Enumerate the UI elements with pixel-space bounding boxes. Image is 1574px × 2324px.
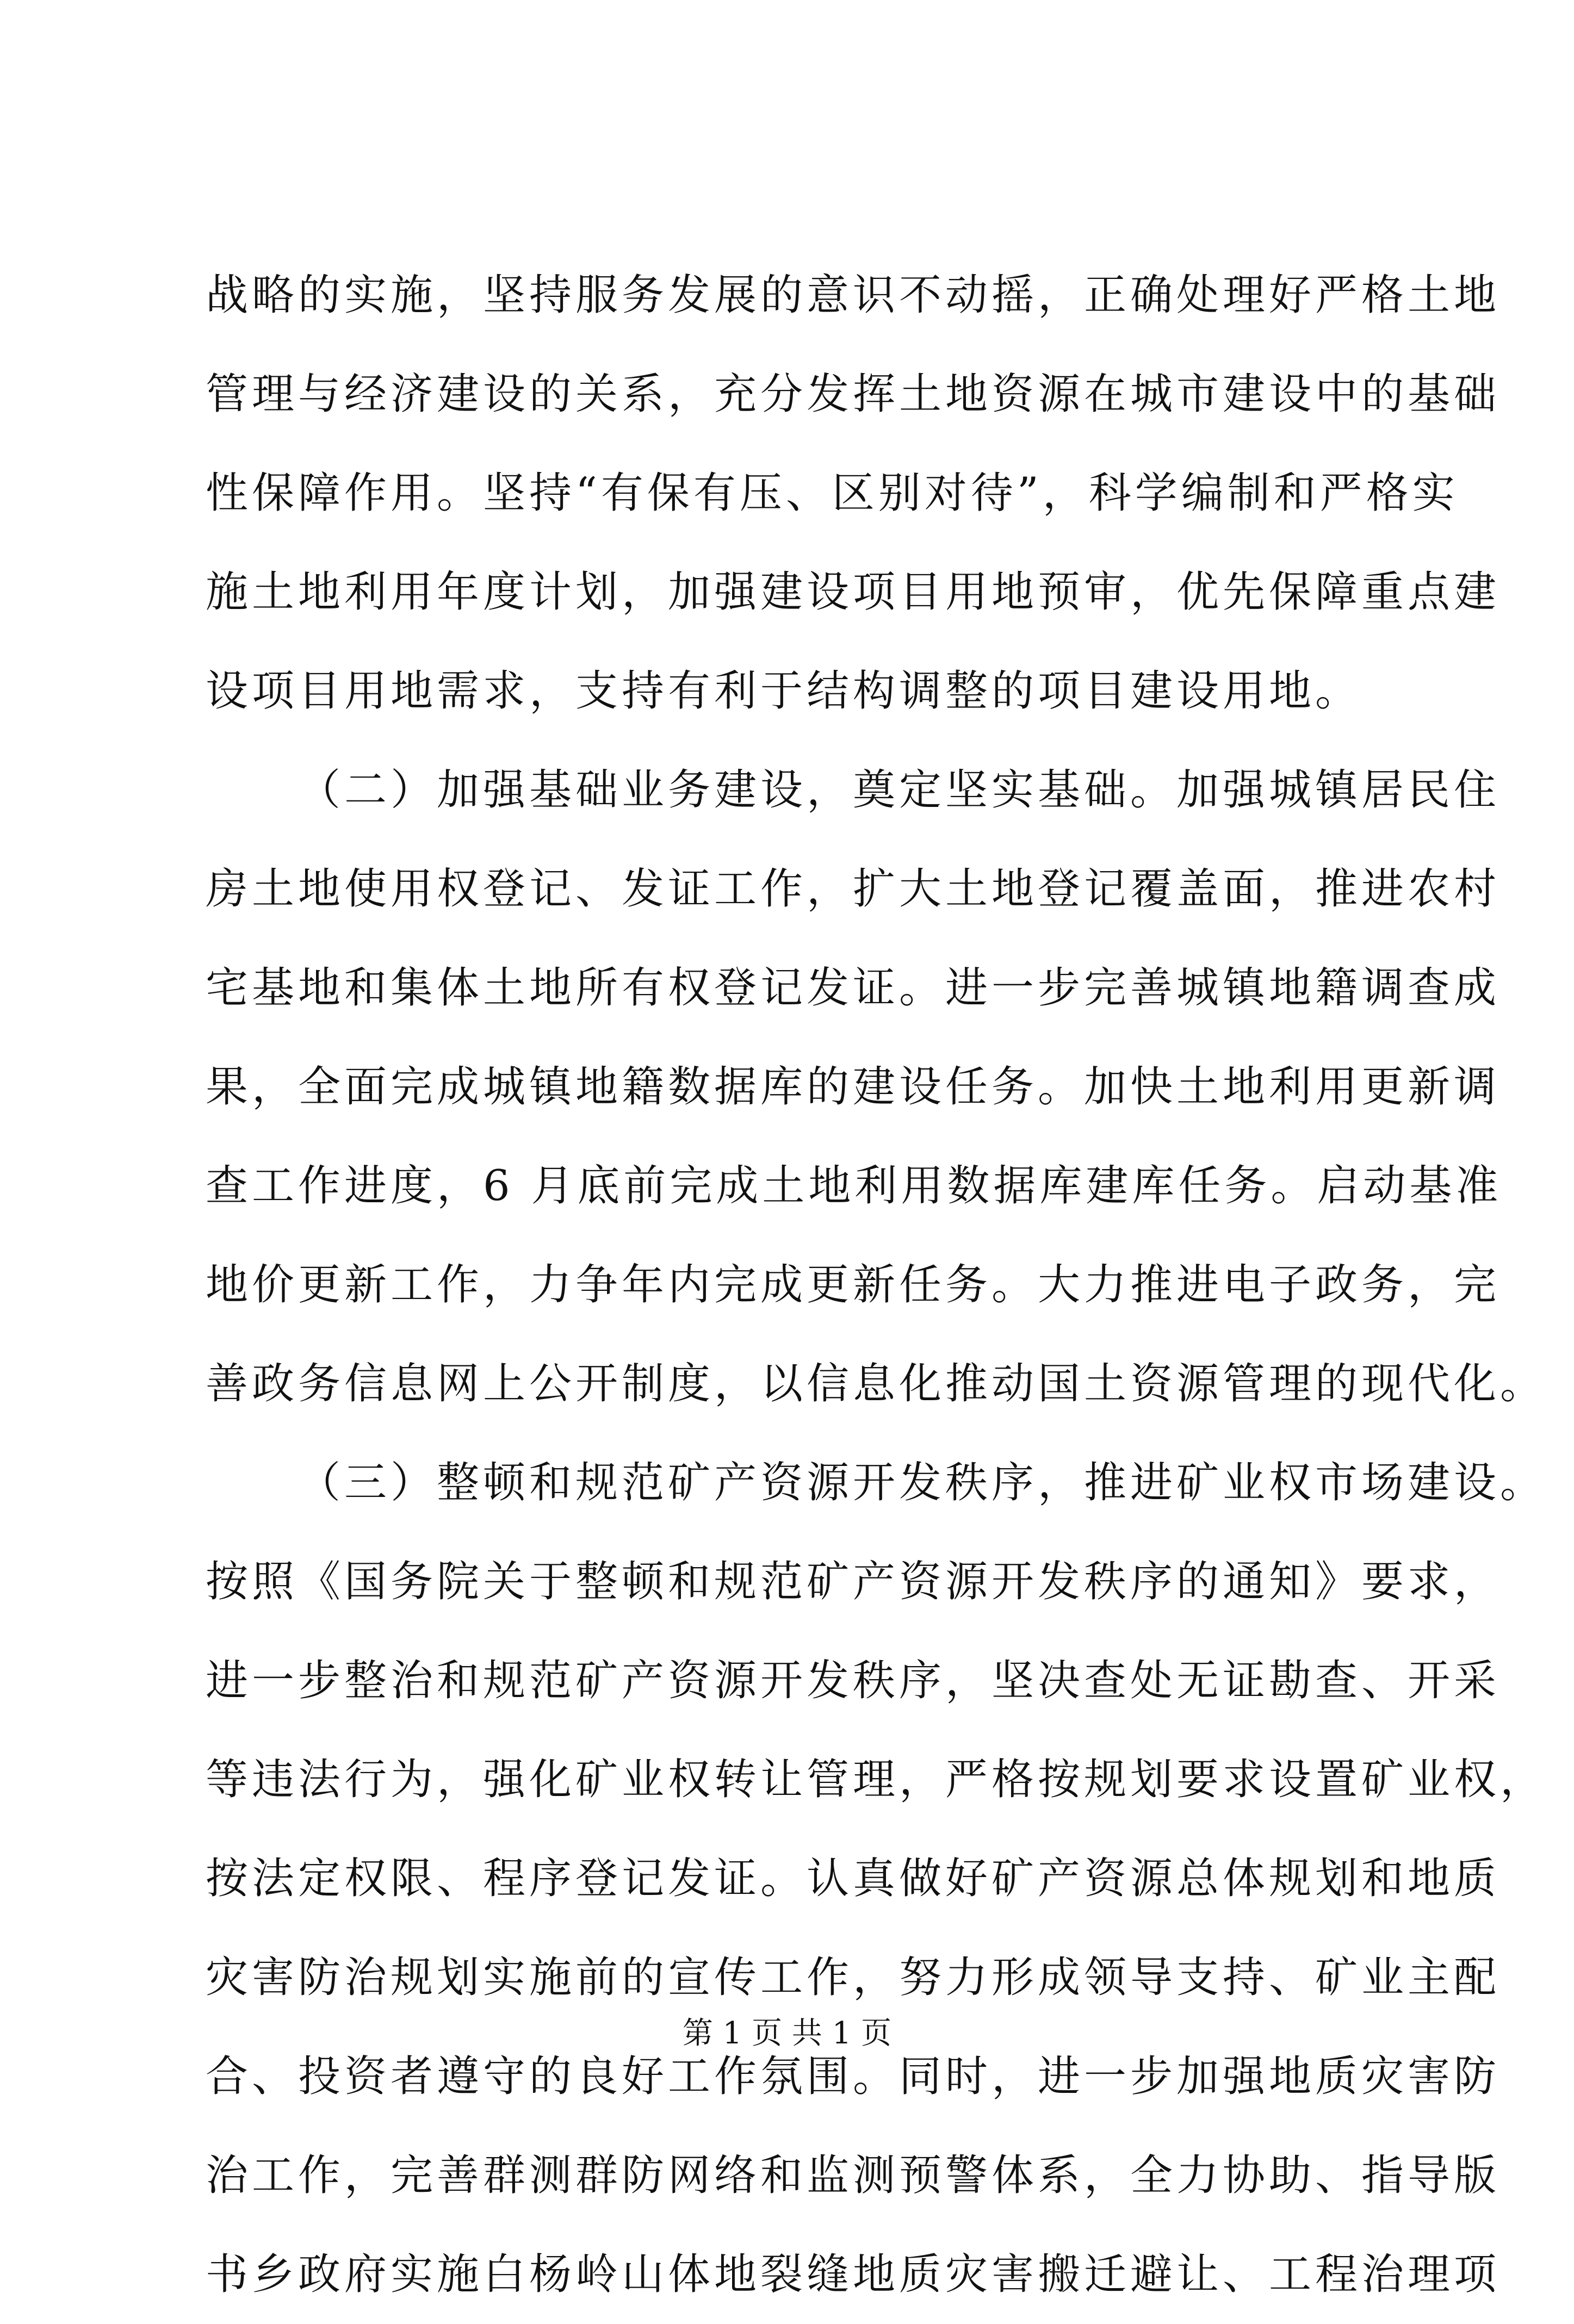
- text-line: 等违法行为，强化矿业权转让管理，严格按规划要求设置矿业权，: [206, 1755, 1547, 1804]
- paragraph-start-line: （二）加强基础业务建设，奠定坚实基础。加强城镇居民住: [298, 766, 1501, 815]
- text-line: 施土地利用年度计划，加强建设项目用地预审，优先保障重点建: [206, 568, 1501, 617]
- text-line: 战略的实施，坚持服务发展的意识不动摇，正确处理好严格土地: [206, 271, 1501, 320]
- text-line: 管理与经济建设的关系，充分发挥土地资源在城市建设中的基础: [206, 370, 1501, 419]
- page-footer: 第 1 页 共 1 页: [682, 2016, 892, 2051]
- text-line: 书乡政府实施白杨岭山体地裂缝地质灾害搬迁避让、工程治理项: [206, 2250, 1501, 2299]
- text-line: 宅基地和集体土地所有权登记发证。进一步完善城镇地籍调查成: [206, 964, 1501, 1012]
- body-text: [206, 246, 1547, 2324]
- text-line: 地价更新工作，力争年内完成更新任务。大力推进电子政务，完: [206, 1260, 1501, 1309]
- text-line: 善政务信息网上公开制度，以信息化推动国土资源管理的现代化。: [206, 1359, 1547, 1408]
- text-line: 灾害防治规划实施前的宣传工作，努力形成领导支持、矿业主配: [206, 1953, 1501, 2002]
- text-line: 房土地使用权登记、发证工作，扩大土地登记覆盖面，推进农村: [206, 865, 1501, 914]
- text-line: 性保障作用。坚持“有保有压、区别对待”，科学编制和严格实: [206, 469, 1459, 518]
- text-line: 治工作，完善群测群防网络和监测预警体系，全力协助、指导版: [206, 2151, 1501, 2200]
- text-line: 果，全面完成城镇地籍数据库的建设任务。加快土地利用更新调: [206, 1062, 1501, 1111]
- paragraph-start-line: （三）整顿和规范矿产资源开发秩序，推进矿业权市场建设。: [298, 1458, 1547, 1507]
- text-line: 按法定权限、程序登记发证。认真做好矿产资源总体规划和地质: [206, 1854, 1501, 1903]
- text-line: 按照《国务院关于整顿和规范矿产资源开发秩序的通知》要求，: [206, 1557, 1501, 1606]
- text-line: 查工作进度，6 月底前完成土地利用数据库建库任务。启动基准: [206, 1161, 1502, 1210]
- text-line: 设项目用地需求，支持有利于结构调整的项目建设用地。: [206, 667, 1362, 716]
- text-line: 合、投资者遵守的良好工作氛围。同时，进一步加强地质灾害防: [206, 2052, 1501, 2101]
- text-line: 进一步整治和规范矿产资源开发秩序，坚决查处无证勘查、开采: [206, 1656, 1501, 1705]
